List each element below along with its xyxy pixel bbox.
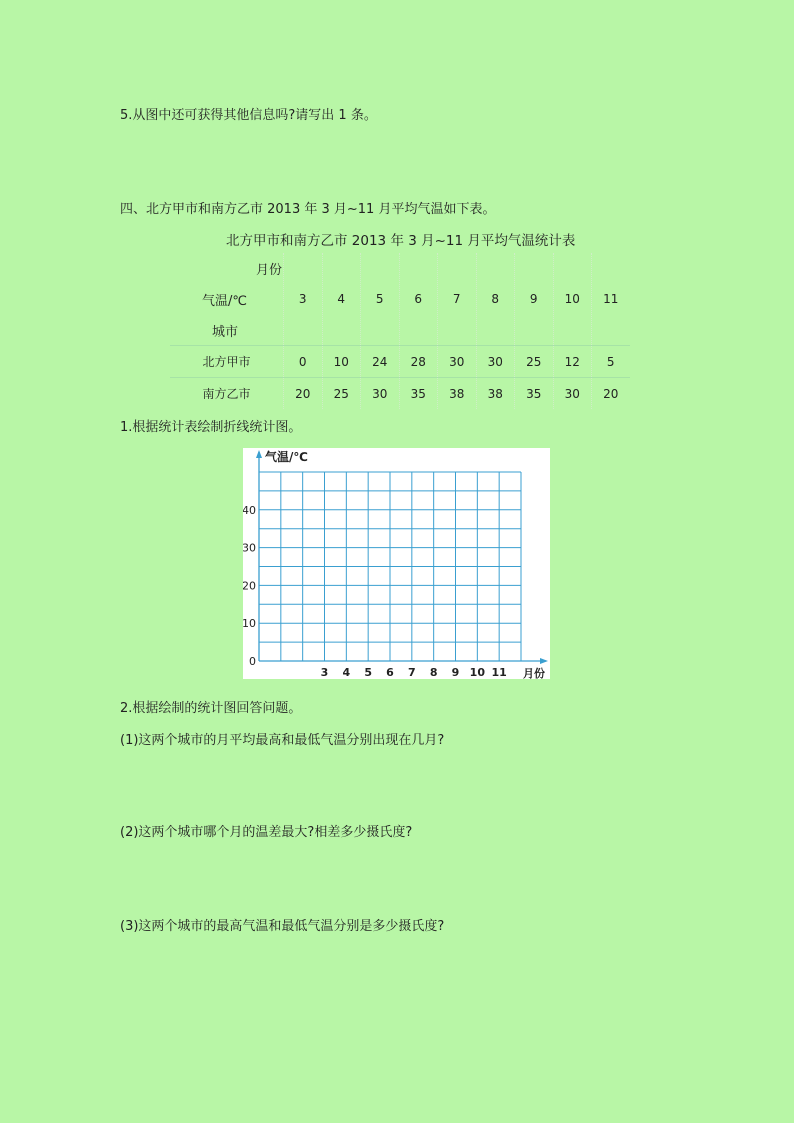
y-tick-label: 0	[249, 655, 256, 668]
y-tick-label: 20	[243, 579, 256, 593]
y-axis-arrow	[256, 450, 262, 458]
table-header-cell	[170, 253, 284, 346]
city-name: 南方乙市	[170, 378, 284, 410]
month-header: 10	[553, 253, 592, 346]
month-header: 5	[361, 253, 400, 346]
line-chart-grid	[243, 448, 550, 679]
x-tick-label: 9	[451, 666, 460, 679]
month-header: 11	[592, 253, 630, 346]
month-header: 3	[284, 253, 323, 346]
temp-value-cell: 30	[438, 346, 477, 378]
month-header: 7	[438, 253, 477, 346]
x-tick-label: 6	[386, 666, 394, 679]
y-tick-label: 10	[243, 617, 256, 631]
temp-value-cell: 30	[361, 378, 400, 410]
temp-value-cell: 35	[515, 378, 554, 410]
x-tick-label: 8	[429, 666, 438, 679]
x-tick-label: 5	[364, 666, 372, 679]
x-tick-label: 7	[408, 666, 416, 679]
temp-value-cell: 35	[399, 378, 438, 410]
x-tick-label: 11	[491, 666, 507, 679]
temp-value-cell: 5	[592, 346, 630, 378]
y-tick-label: 30	[243, 541, 256, 555]
x-tick-label: 3	[320, 666, 329, 679]
question-5: 5.从图中还可获得其他信息吗?请写出 1 条。	[120, 108, 377, 123]
temp-value-cell: 25	[322, 378, 361, 410]
temp-value-cell: 20	[592, 378, 630, 410]
header-temp-label: 气温/℃	[202, 294, 247, 309]
month-header: 4	[322, 253, 361, 346]
x-axis-label: 月份	[523, 667, 545, 679]
month-header: 8	[476, 253, 515, 346]
question-2-3: (3)这两个城市的最高气温和最低气温分别是多少摄氏度?	[120, 919, 445, 934]
section-4-heading: 四、北方甲市和南方乙市 2013 年 3 月~11 月平均气温如下表。	[120, 202, 496, 217]
temp-value-cell: 10	[322, 346, 361, 378]
month-header: 6	[399, 253, 438, 346]
temp-value-cell: 24	[361, 346, 400, 378]
header-month-label: 月份	[256, 263, 283, 278]
question-2-2: (2)这两个城市哪个月的温差最大?相差多少摄氏度?	[120, 825, 413, 840]
temp-value-cell: 38	[476, 378, 515, 410]
temp-value-cell: 25	[515, 346, 554, 378]
temp-value-cell: 38	[438, 378, 477, 410]
y-axis-label: 气温/℃	[265, 450, 308, 464]
temp-value-cell: 30	[553, 378, 592, 410]
chart-svg	[243, 448, 550, 679]
temp-value-cell: 30	[476, 346, 515, 378]
y-tick-label: 40	[243, 503, 256, 517]
temp-value-cell: 12	[553, 346, 592, 378]
x-tick-label: 10	[469, 666, 485, 679]
temperature-table	[170, 253, 630, 409]
temp-value-cell: 28	[399, 346, 438, 378]
x-tick-label: 4	[342, 666, 351, 679]
x-axis-arrow	[540, 658, 548, 664]
question-1: 1.根据统计表绘制折线统计图。	[120, 420, 302, 435]
temp-value-cell: 0	[284, 346, 323, 378]
city-name: 北方甲市	[170, 346, 284, 378]
question-2-1: (1)这两个城市的月平均最高和最低气温分别出现在几月?	[120, 733, 445, 748]
question-2: 2.根据绘制的统计图回答问题。	[120, 701, 302, 716]
header-city-label: 城市	[212, 325, 239, 340]
table-title: 北方甲市和南方乙市 2013 年 3 月~11 月平均气温统计表	[226, 233, 576, 249]
temp-value-cell: 20	[284, 378, 323, 410]
month-header: 9	[515, 253, 554, 346]
